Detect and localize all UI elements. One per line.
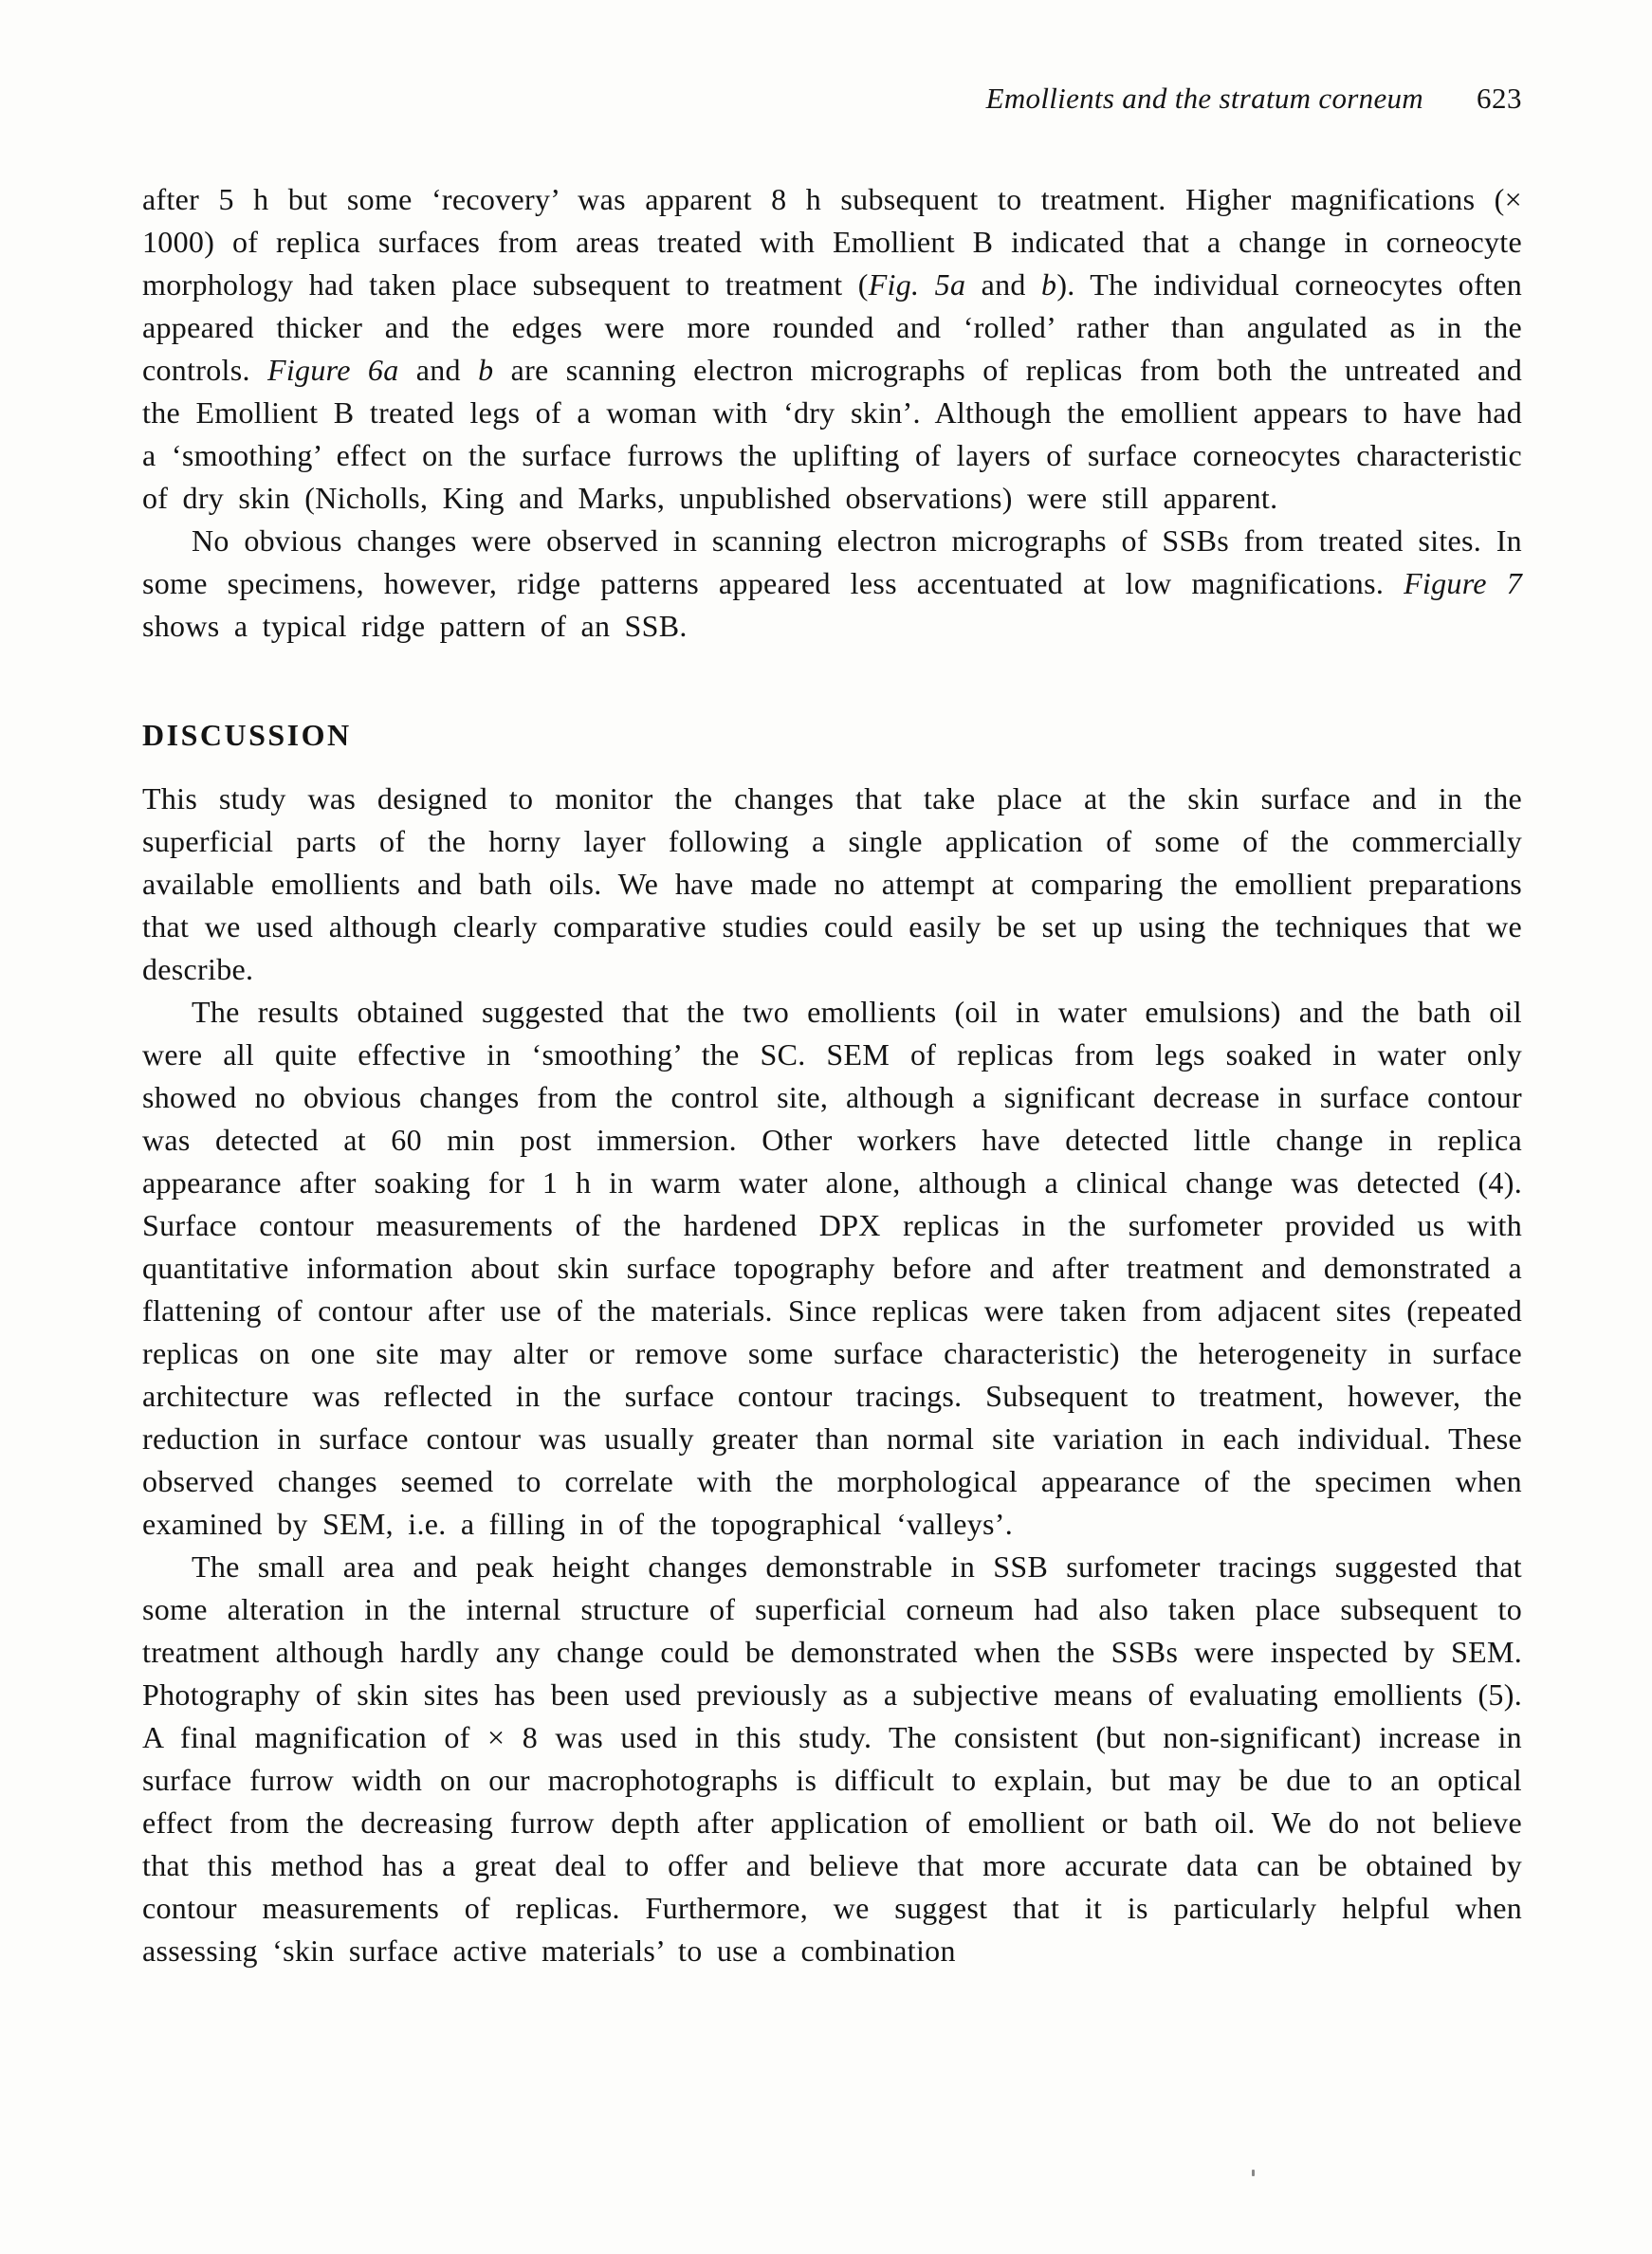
paragraph: No obvious changes were observed in scanning electron micrographs of SSBs from treated sites. In some specimens, however, ridge patterns appeared less accentuated at low magnifications. Figure 7 shows a typical ridge pattern of an SSB. bbox=[142, 523, 1522, 643]
paragraph: after 5 h but some ‘recovery’ was apparent 8 h subsequent to treatment. Higher magnifications (× 1000) of replica surfaces from areas treated with Emollient B indicated that a change in corneocyte morphology had taken place subsequent to treatment (Fig. 5a and b). The individual corneocytes often appeared thicker and the edges were more rounded and ‘rolled’ rather than angulated as in the controls. Figure 6a and b are scanning electron micrographs of replicas from both the untreated and the Emollient B treated legs of a woman with ‘dry skin’. Although the emollient appears to have had a ‘smoothing’ effect on the surface furrows the uplifting of layers of surface corneocytes characteristic of dry skin (Nicholls, King and Marks, unpublished observations) were still apparent. bbox=[142, 182, 1523, 515]
body-text bbox=[142, 178, 1522, 1972]
paragraph: The small area and peak height changes demonstrable in SSB surfometer tracings suggested that some alteration in the internal structure of superficial corneum had also taken place subsequent to treatment although hardly any change could be demonstrated when the SSBs were inspected by SEM. Photography of skin sites has been used previously as a subjective means of evaluating emollients (5). A final magnification of × 8 was used in this study. The consistent (but non-significant) increase in surface furrow width on our macrophotographs is difficult to explain, but may be due to an optical effect from the decreasing furrow depth after application of emollient or bath oil. We do not believe that this method has a great deal to offer and believe that more accurate data can be obtained by contour measurements of replicas. Furthermore, we suggest that it is particularly helpful when assessing ‘skin surface active materials’ to use a combination bbox=[142, 1549, 1522, 1968]
scan-artifact bbox=[1252, 2170, 1255, 2176]
paragraph: The results obtained suggested that the two emollients (oil in water emulsions) and the bath oil were all quite effective in ‘smoothing’ the SC. SEM of replicas from legs soaked in water only showed no obvious changes from the control site, although a significant decrease in surface contour was detected at 60 min post immersion. Other workers have detected little change in replica appearance after soaking for 1 h in warm water alone, although a clinical change was detected (4). Surface contour measurements of the hardened DPX replicas in the surfometer provided us with quantitative information about skin surface topography before and after treatment and demonstrated a flattening of contour after use of the materials. Since replicas were taken from adjacent sites (repeated replicas on one site may alter or remove some surface characteristic) the heterogeneity in surface architecture was reflected in the surface contour tracings. Subsequent to treatment, however, the reduction in surface contour was usually greater than normal site variation in each individual. These observed changes seemed to correlate with the morphological appearance of the specimen when examined by SEM, i.e. a filling in of the topographical ‘valleys’. bbox=[142, 995, 1522, 1541]
discussion-section bbox=[142, 778, 1522, 1972]
results-continuation-section bbox=[142, 178, 1522, 648]
running-header bbox=[142, 82, 1522, 116]
running-title: Emollients and the stratum corneum bbox=[985, 82, 1423, 115]
discussion-heading: DISCUSSION bbox=[142, 718, 352, 752]
page-number: 623 bbox=[1477, 82, 1522, 115]
paragraph: This study was designed to monitor the changes that take place at the skin surface and in the superficial parts of the horny layer following a single application of some of the commercially available emollients and bath oils. We have made no attempt at comparing the emollient preparations that we used although clearly comparative studies could easily be set up using the techniques that we describe. bbox=[142, 781, 1522, 986]
